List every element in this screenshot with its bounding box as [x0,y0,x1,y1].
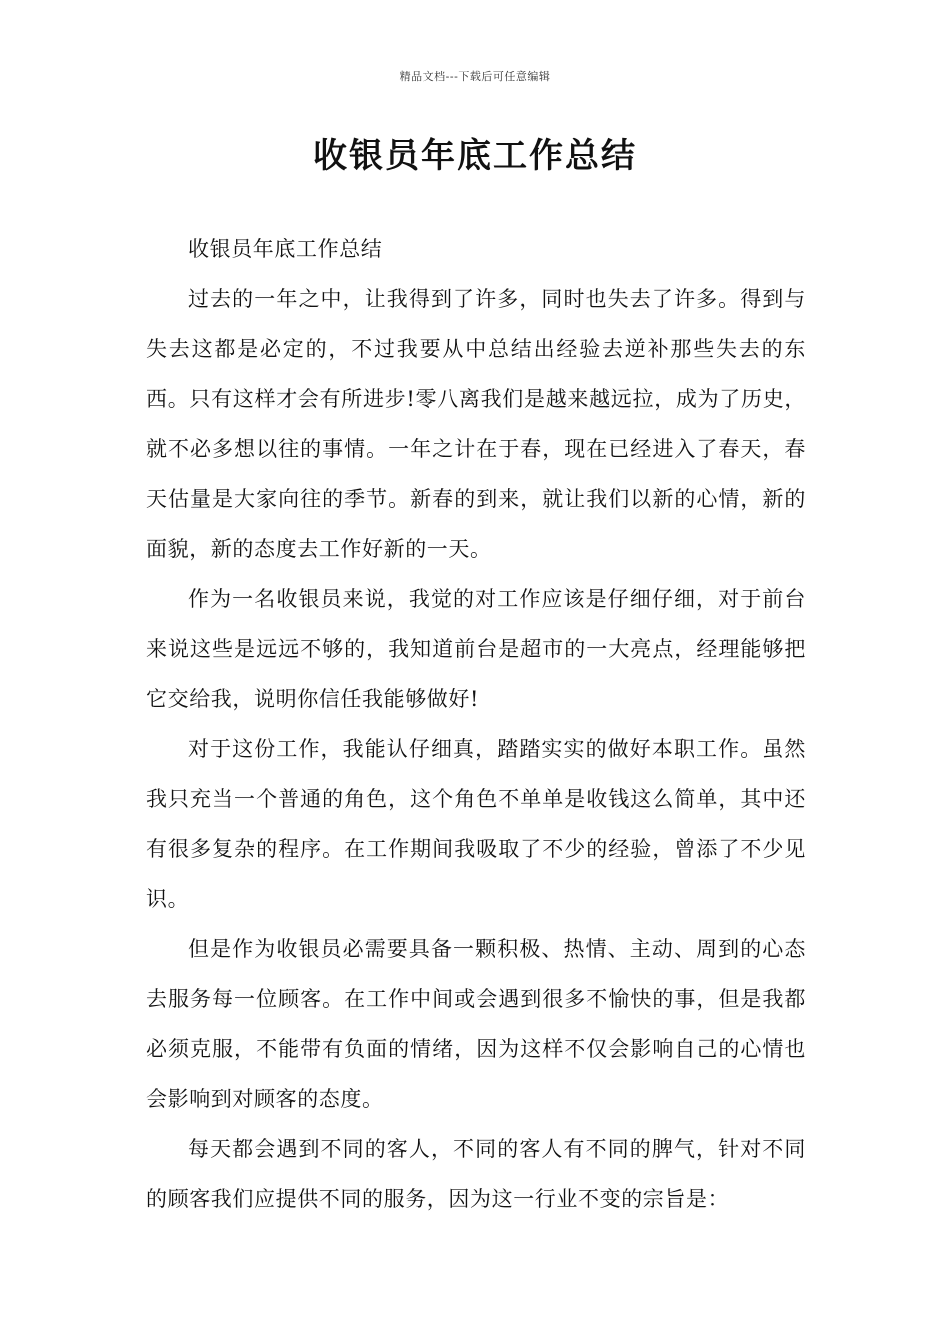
header-note: 精品文档---下载后可任意编辑 [399,70,551,83]
document-title: 收银员年底工作总结 [313,136,637,176]
body-paragraph: 作为一名收银员来说，我觉的对工作应该是仔细仔细，对于前台来说这些是远远不够的，我知道前台是超市的一大亮点，经理能够把它交给我，说明你信任我能够做好! [146,587,806,711]
body-paragraph: 过去的一年之中，让我得到了许多，同时也失去了许多。得到与失去这都是必定的，不过我要从中总结出经验去逆补那些失去的东西。只有这样才会有所进步!零八离我们是越来越远拉，成为了历史，就不必多想以往的事情。一年之计在于春，现在已经进入了春天，春天估量是大家向往的季节。新春的到来，就让我们以新的心情，新的面貌，新的态度去工作好新的一天。 [146,287,806,561]
body-paragraph: 但是作为收银员必需要具备一颗积极、热情、主动、周到的心态去服务每一位顾客。在工作中间或会遇到很多不愉快的事，但是我都必须克服，不能带有负面的情绪，因为这样不仅会影响自己的心情也会影响到对顾客的态度。 [146,937,806,1111]
body-paragraph: 对于这份工作，我能认仔细真，踏踏实实的做好本职工作。虽然我只充当一个普通的角色，这个角色不单单是收钱这么简单，其中还有很多复杂的程序。在工作期间我吸取了不少的经验，曾添了不少见识。 [146,737,806,911]
document-body [146,224,806,1224]
body-paragraph: 每天都会遇到不同的客人，不同的客人有不同的脾气，针对不同的顾客我们应提供不同的服务，因为这一行业不变的宗旨是： [146,1137,806,1211]
body-paragraph-subtitle: 收银员年底工作总结 [188,237,383,261]
